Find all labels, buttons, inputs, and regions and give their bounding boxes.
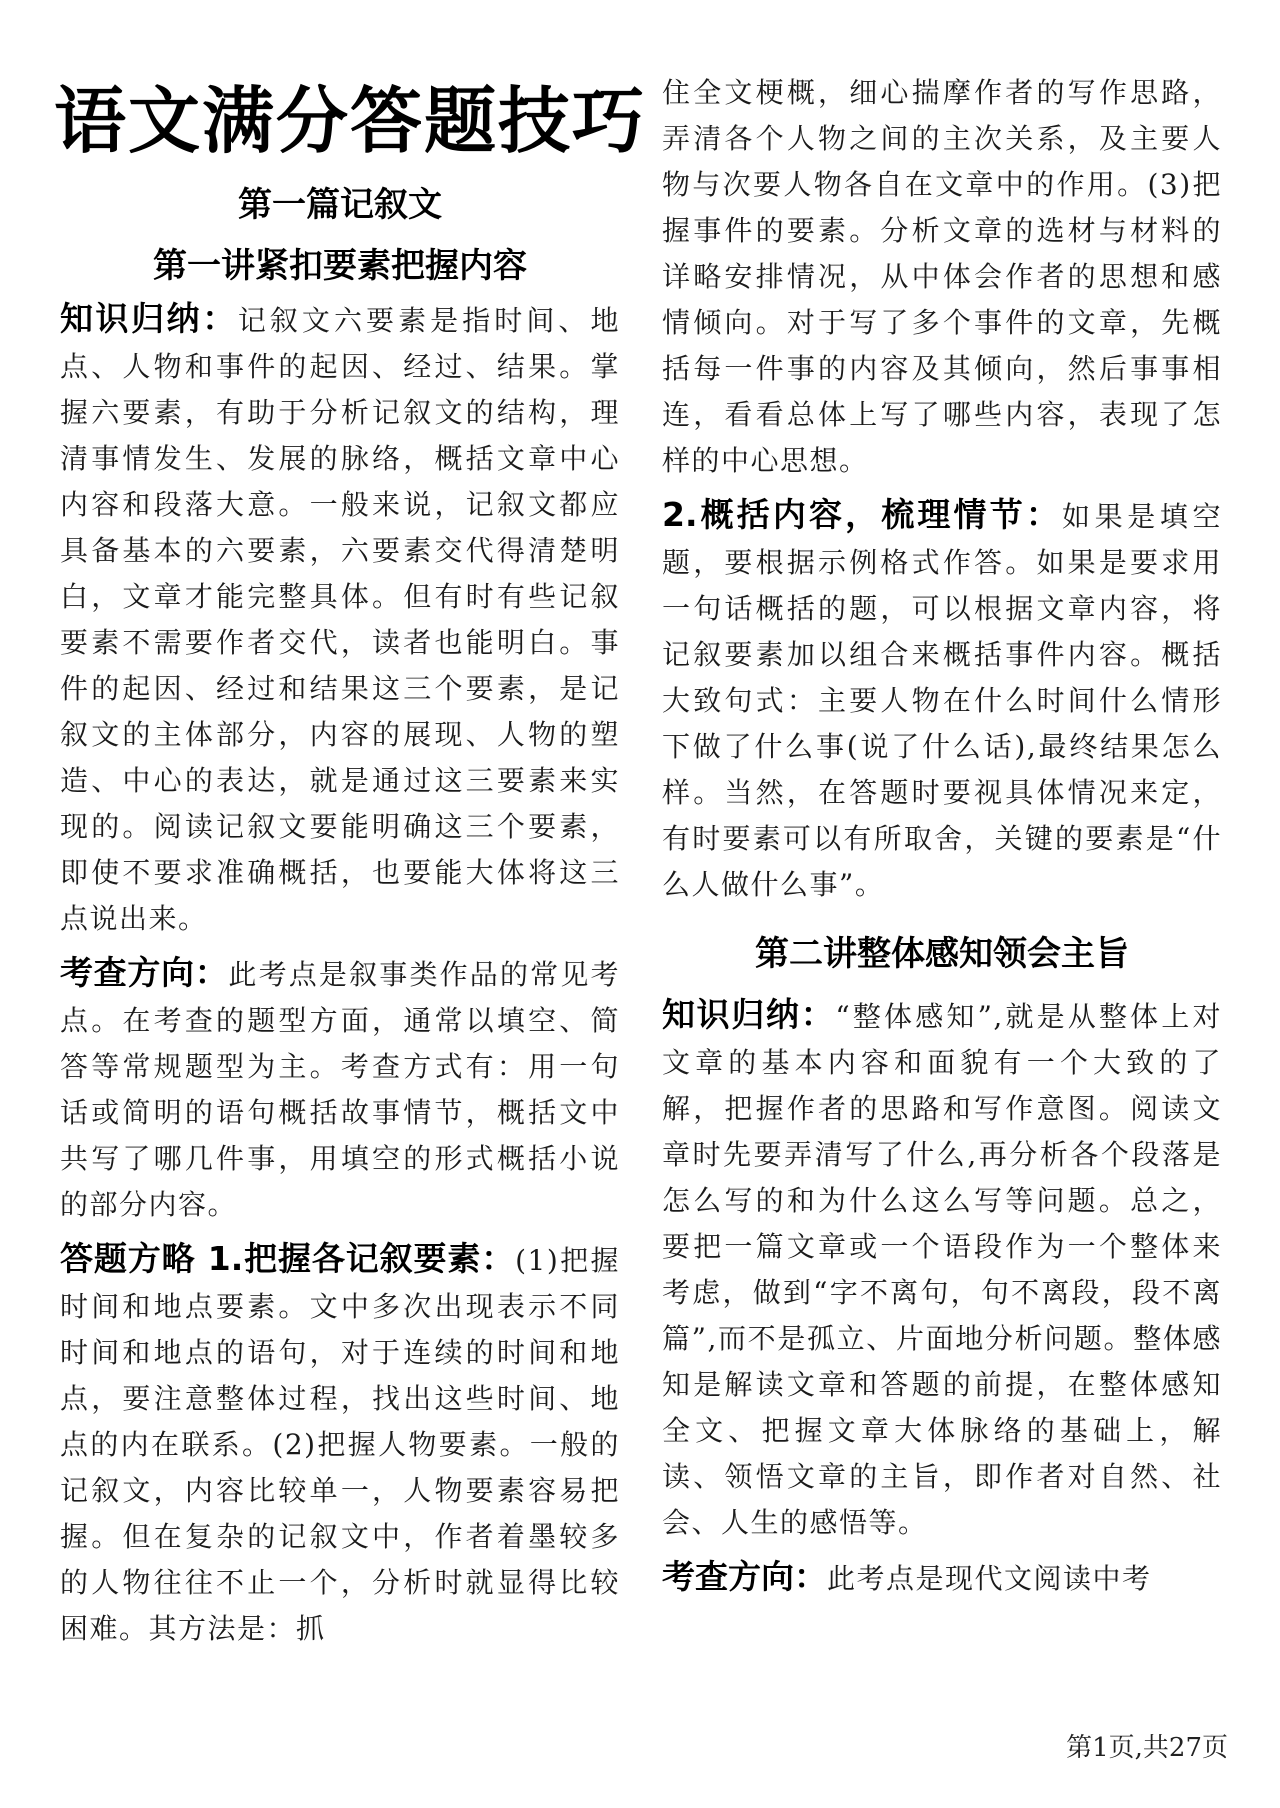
page-title: 语文满分答题技巧 [54,79,647,163]
lecture-2-title: 第二讲整体感知领会主旨 [755,934,1129,974]
answer-strategy-label: 答题方略 1.把握各记叙要素： [60,1239,516,1278]
section-title: 第一篇记叙文 [238,185,442,225]
summarize-content-text: 如果是填空题，要根据示例格式作答。如果是要求用一句话概括的题，可以根据文章内容，将记叙要素加以组合来概括事件内容。概括大致句式：主要人物在什么时间什么情形下做了什么事(说了什么话),最终结果怎么样。当然，在答题时要视具体情况来定，有时要素可以有所取舍，关键的要素是“什么人做什么事”。 [662,500,1222,901]
exam-direction-paragraph [60,950,620,1228]
answer-strategy-paragraph [60,1236,620,1652]
knowledge-summary-label: 知识归纳： [60,299,238,338]
strategy-continued-paragraph: 住全文梗概，细心揣摩作者的写作思路，弄清各个人物之间的主次关系，及主要人物与次要人物各自在文章中的作用。(3)把握事件的要素。分析文章的选材与材料的详略安排情况，从中体会作者的思想和感情倾向。对于写了多个事件的文章，先概括每一件事的内容及其倾向，然后事事相连，看看总体上写了哪些内容，表现了怎样的中心思想。 [662,76,1222,477]
knowledge-summary-2-text: “整体感知”,就是从整体上对文章的基本内容和面貌有一个大致的了解，把握作者的思路和写作意图。阅读文章时先要弄清写了什么,再分析各个段落是怎么写的和为什么这么写等问题。总之，要把一篇文章或一个语段作为一个整体来考虑，做到“字不离句，句不离段，段不离篇”,而不是孤立、片面地分析问题。整体感知是解读文章和答题的前提，在整体感知全文、把握文章大体脉络的基础上，解读、领悟文章的主旨，即作者对自然、社会、人生的感悟等。 [662,1000,1223,1539]
exam-direction-text: 此考点是叙事类作品的常见考点。在考查的题型方面，通常以填空、简答等常规题型为主。考查方式有：用一句话或简明的语句概括故事情节，概括文中共写了哪几件事，用填空的形式概括小说的部分内容。 [60,958,620,1221]
exam-direction-2-paragraph [662,1554,1222,1602]
knowledge-summary-paragraph [60,296,620,942]
exam-direction-2-label: 考查方向： [662,1557,827,1596]
answer-strategy-text: (1)把握时间和地点要素。文中多次出现表示不同时间和地点的语句，对于连续的时间和地点，要注意整体过程，找出这些时间、地点的内在联系。(2)把握人物要素。一般的记叙文，内容比较单一，人物要素容易把握。但在复杂的记叙文中，作者着墨较多的人物往往不止一个，分析时就显得比较困难。其方法是：抓 [60,1244,620,1645]
knowledge-summary-2-label: 知识归纳： [662,995,836,1034]
page-number: 第1页,共27页 [1066,1733,1228,1763]
right-column [662,70,1222,1610]
lecture-1-title: 第一讲紧扣要素把握内容 [153,246,527,286]
knowledge-summary-text: 记叙文六要素是指时间、地点、人物和事件的起因、经过、结果。掌握六要素，有助于分析记叙文的结构，理清事情发生、发展的脉络，概括文章中心内容和段落大意。一般来说，记叙文都应具备基本的六要素，六要素交代得清楚明白，文章才能完整具体。但有时有些记叙要素不需要作者交代，读者也能明白。事件的起因、经过和结果这三个要素，是记叙文的主体部分，内容的展现、人物的塑造、中心的表达，就是通过这三要素来实现的。阅读记叙文要能明确这三个要素，即使不要求准确概括，也要能大体将这三点说出来。 [60,304,620,935]
left-column [54,0,647,1660]
summarize-content-paragraph [662,492,1222,908]
exam-direction-label: 考查方向： [60,953,229,992]
knowledge-summary-2-paragraph [662,992,1222,1546]
exam-direction-2-text: 此考点是现代文阅读中考 [827,1562,1152,1595]
summarize-content-label: 2.概括内容，梳理情节： [662,495,1062,534]
